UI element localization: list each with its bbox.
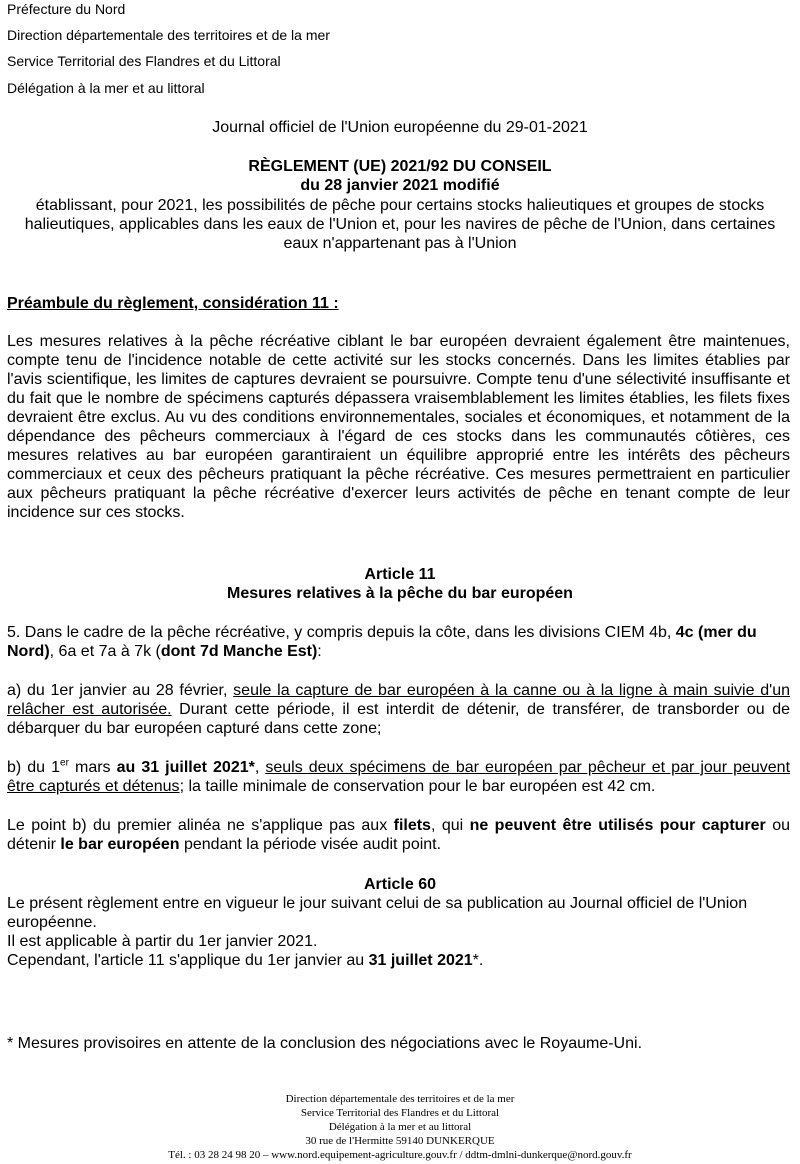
pc-bar-europeen: le bar européen [60, 836, 180, 853]
article-11-paragraph-5 [7, 623, 790, 661]
a60-date-bold: 31 juillet 2021 [368, 952, 473, 969]
journal-reference: Journal officiel de l'Union européenne du 29-01-2021 [212, 119, 588, 136]
footer-line-address: 30 rue de l'Hermitte 59140 DUNKERQUE [305, 1135, 495, 1147]
footer-line-delegation: Délégation à la mer et au littoral [328, 1121, 472, 1133]
footer-line-contact: Tél. : 03 28 24 98 20 – www.nord.equipement-agriculture.gouv.fr / ddtm-dmlni-dunkerque@nord.gouv.fr [168, 1149, 632, 1161]
article-60-title: Article 60 [363, 876, 437, 893]
pb-text-f: ; la taille minimale de conservation pour le bar européen est 42 cm. [179, 778, 656, 795]
regulation-title: RÈGLEMENT (UE) 2021/92 DU CONSEIL [248, 158, 552, 175]
article-11-subtitle: Mesures relatives à la pêche du bar européen [227, 585, 573, 602]
pb-text-b: mars [68, 759, 117, 776]
header-delegation: Délégation à la mer et au littoral [7, 80, 205, 96]
footnote: * Mesures provisoires en attente de la conclusion des négociations avec le Royaume-Uni. [7, 1035, 643, 1052]
article-11-point-a [7, 681, 790, 738]
article-60-line-3 [7, 951, 790, 970]
footer-line-direction: Direction départementale des territoires et de la mer [285, 1093, 515, 1105]
regulation-subtitle: du 28 janvier 2021 modifié [300, 177, 500, 194]
pc-filets: filets [393, 817, 431, 834]
preamble-heading: Préambule du règlement, considération 11 : [7, 295, 339, 312]
article-60-body [7, 894, 790, 970]
header-service: Service Territorial des Flandres et du Littoral [7, 53, 281, 69]
pc-text-g: pendant la période visée audit point. [179, 836, 442, 853]
pb-text-d: , [254, 759, 266, 776]
regulation-description: établissant, pour 2021, les possibilités de pêche pour certains stocks halieutiques et groupes de stocks halieutiques, applicables dans les eaux de l'Union et, pour les navires de pêche de l'Union, dans certaines eaux n'appartenant pas à l'Union [24, 197, 776, 252]
p5-zone-4c: 4c (mer du Nord) [7, 624, 757, 660]
footer-block [0, 1092, 800, 1162]
article-60-line-1: Le présent règlement entre en vigueur le jour suivant celui de sa publication au Journal officiel de l'Union européenne. [7, 895, 748, 931]
header-direction: Direction départementale des territoires et de la mer [7, 27, 330, 43]
pa-underlined: seule la capture de bar européen à la canne ou à la ligne à main suivie d'un relâcher est autorisée. [7, 682, 790, 718]
pc-text-e: ou détenir [7, 817, 790, 853]
p5-text-e: : [317, 643, 322, 660]
article-11-title: Article 11 [364, 566, 436, 583]
a60-text-a: Cependant, l'article 11 s'applique du 1er janvier au [7, 952, 369, 969]
footer-line-service: Service Territorial des Flandres et du Littoral [300, 1107, 500, 1119]
p5-text-c: , 6a et 7a à 7k ( [49, 643, 161, 660]
header-prefecture: Préfecture du Nord [7, 1, 126, 17]
preamble-text: Les mesures relatives à la pêche récréative ciblant le bar européen devraient également être maintenues, compte tenu de l'incidence notable de cette activité sur les stocks concernés. Dans les limites établies par l'avis scientifique, les limites de captures devraient se poursuivre. Compte tenu d'une sélectivité insuffisante et du fait que le nombre de spécimens capturés dépassera vraisemblablement les limites établies, les filets fixes devraient être exclus. Au vu des conditions environnementales, sociales et économiques, et notamment de la dépendance des pêcheurs commerciaux à l'égard de ces stocks dans les communautés côtières, ces mesures relatives au bar européen garantiraient un équilibre approprié entre les intérêts des pêcheurs commerciaux et ceux des pêcheurs pratiquant la pêche récréative. Ces mesures permettraient en particulier aux pêcheurs pratiquant la pêche récréative d'exercer leurs activités de pêche en tenant compte de leur incidence sur ces stocks. [7, 333, 790, 521]
pb-underlined: seuls deux spécimens de bar européen par pêcheur et par jour peuvent être capturés et détenus [7, 759, 791, 795]
pa-text-a: a) du 1er janvier au 28 février, [7, 682, 234, 699]
article-60-line-2: Il est applicable à partir du 1er janvier 2021. [7, 933, 318, 950]
p5-text-a: 5. Dans le cadre de la pêche récréative, y compris depuis la côte, dans les divisions CIEM 4b, [7, 624, 676, 641]
article-11-point-b [7, 758, 790, 796]
article-11-note [7, 816, 790, 854]
pc-text-a: Le point b) du premier alinéa ne s'applique pas aux [7, 817, 394, 834]
a60-text-c: *. [472, 952, 484, 969]
pb-date-bold: au 31 juillet 2021* [116, 759, 255, 776]
pb-text-a: b) du 1 [7, 759, 61, 776]
pc-text-c: , qui [430, 817, 470, 834]
pb-superscript: er [60, 757, 69, 769]
pa-text-c: Durant cette période, il est interdit de détenir, de transférer, de transborder ou de débarquer du bar européen capturé dans cette zone; [7, 701, 790, 737]
p5-zone-7d: dont 7d Manche Est) [160, 643, 318, 660]
pc-prohibition: ne peuvent être utilisés pour capturer [469, 817, 766, 834]
